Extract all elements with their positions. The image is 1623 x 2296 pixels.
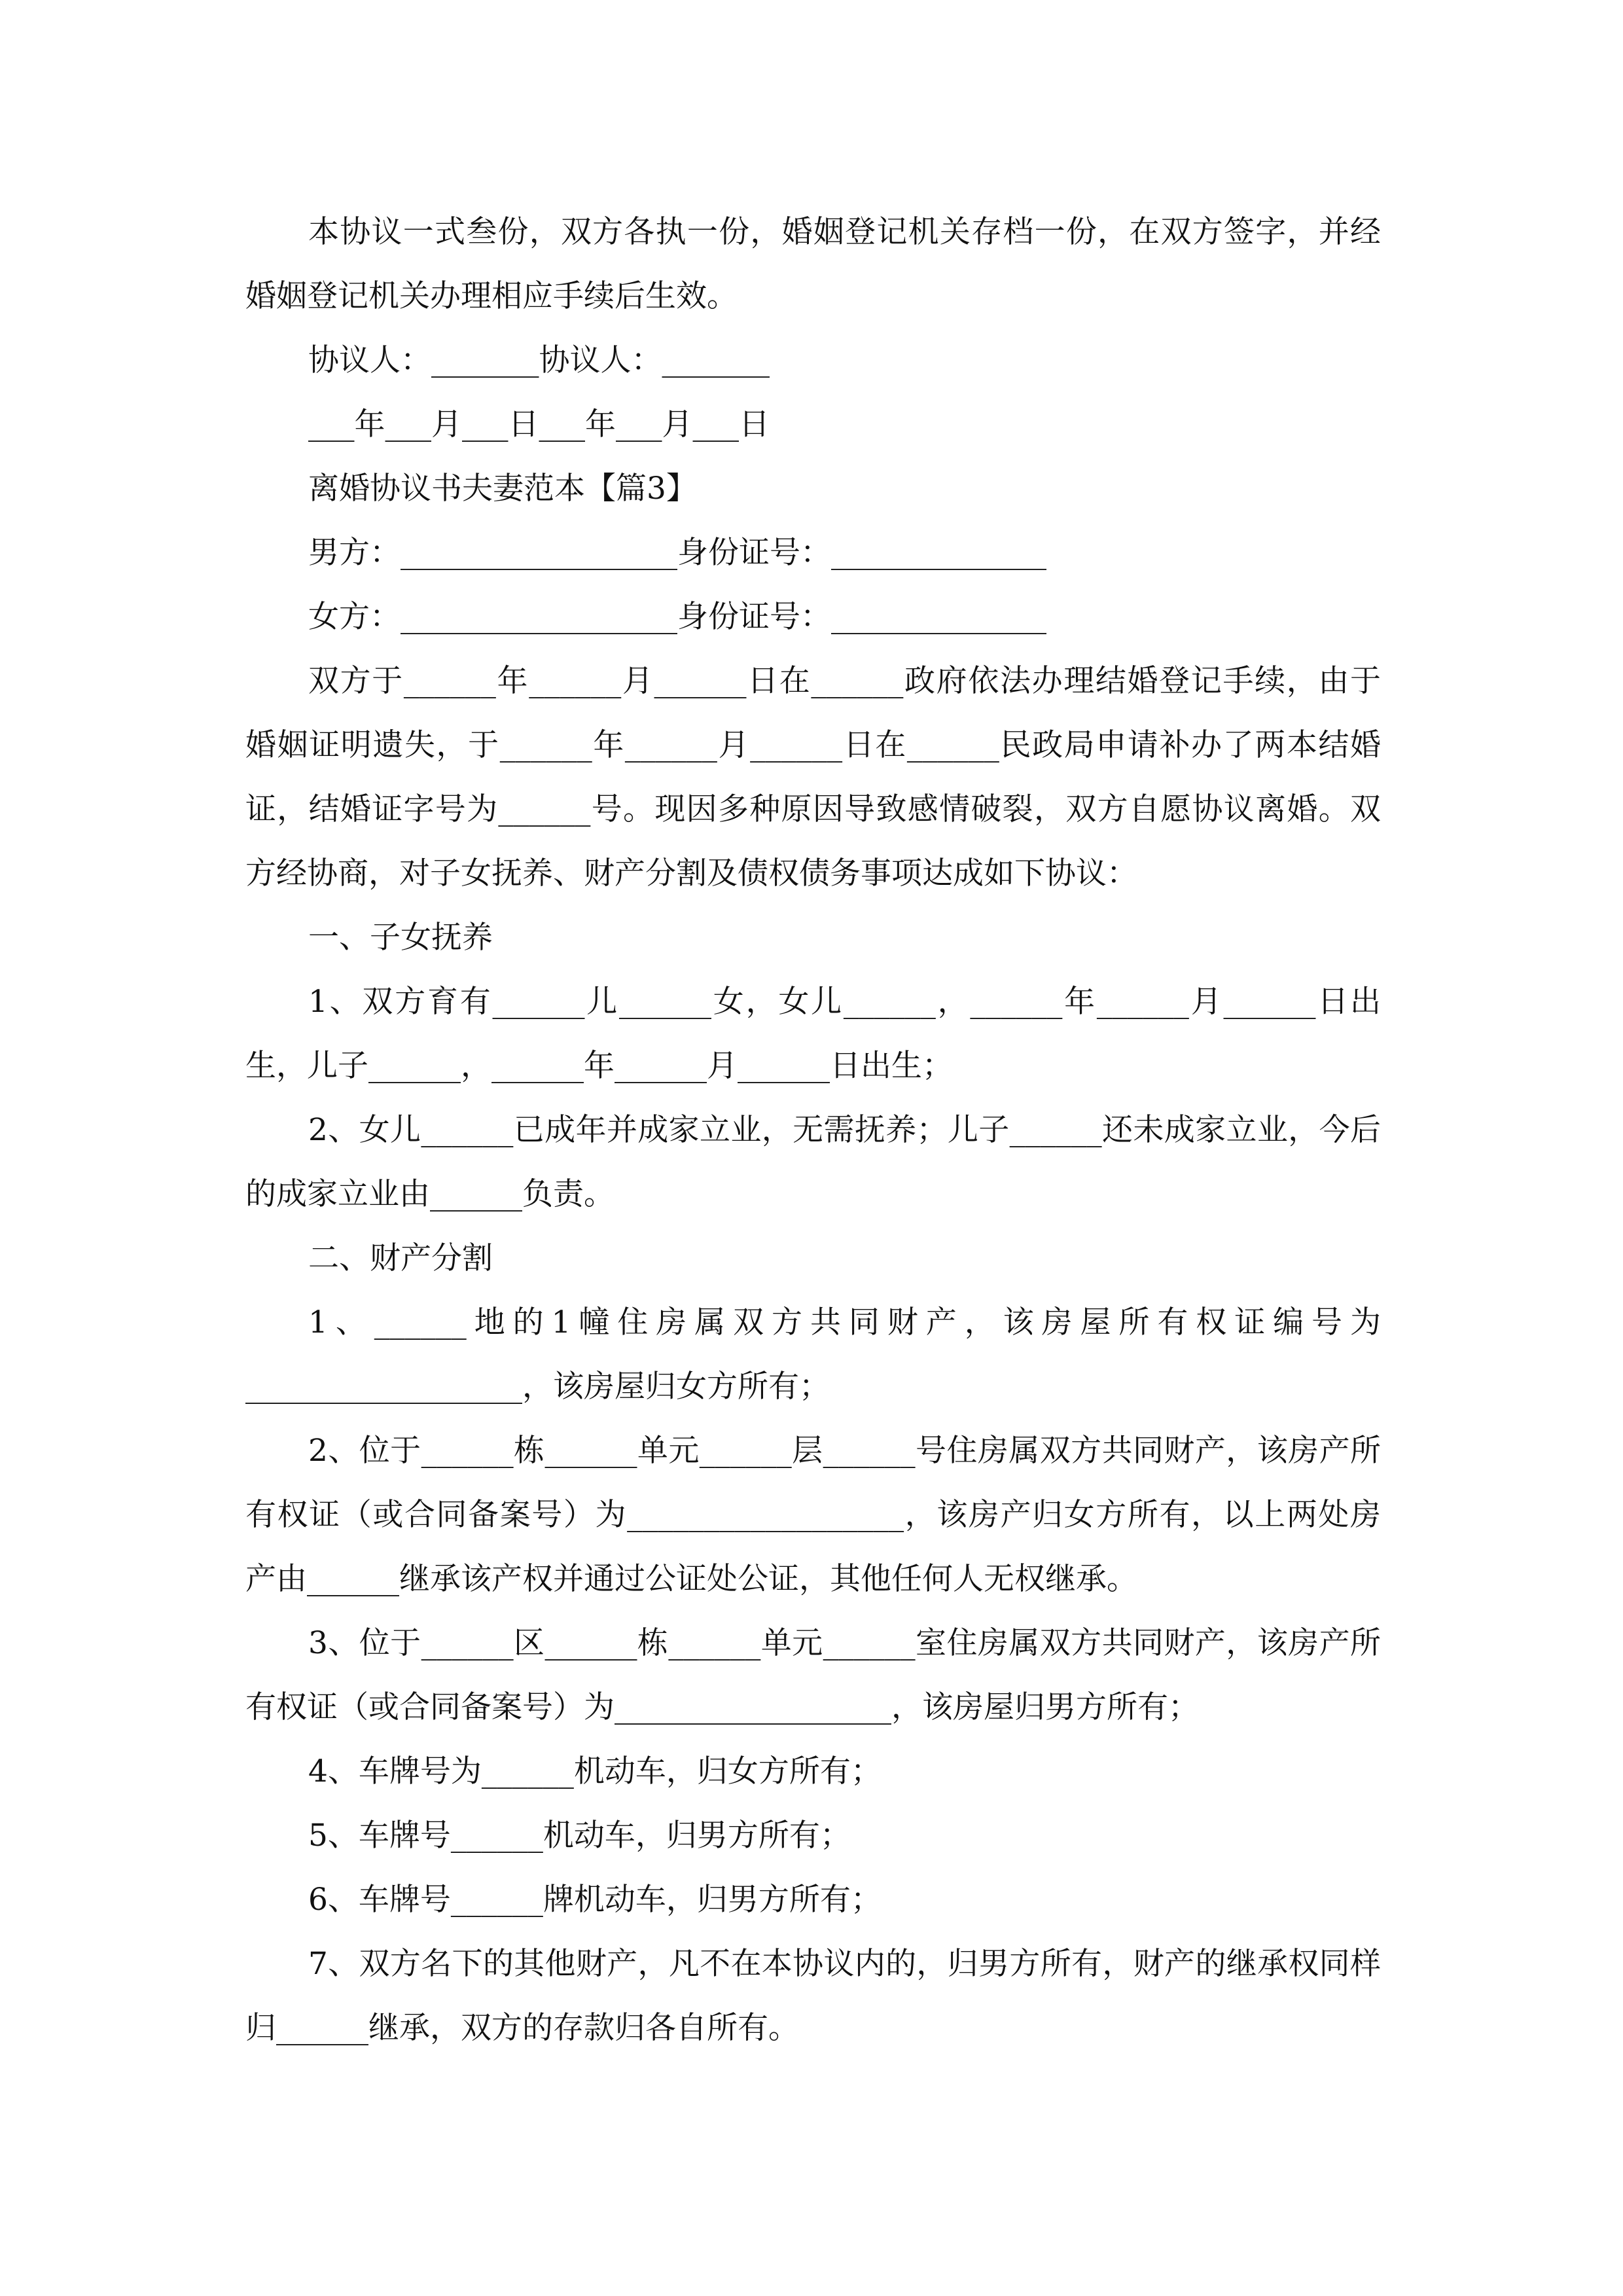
paragraph-property-2: 2、位于______栋______单元______层______号住房属双方共同财产，该房产所有权证（或合同备案号）为__________________，该房产归女方所有，以上两处房产由______继承该产权并通过公证处公证，其他任何人无权继承。 [245, 1433, 1381, 1597]
paragraph-marriage-background: 双方于______年______月______日在______政府依法办理结婚登记手续，由于婚姻证明遗失，于______年______月______日在______民政局申请补办了两本结婚证，结婚证字号为______号。现因多种原因导致感情破裂，双方自愿协议离婚。双方经协商，对子女抚养、财产分割及债权债务事项达成如下协议： [245, 663, 1381, 891]
paragraph-children-support: 2、女儿______已成年并成家立业，无需抚养；儿子______还未成家立业，今后的成家立业由______负责。 [245, 1112, 1381, 1212]
paragraph-signing-dates: ___年___月___日___年___月___日 [308, 406, 770, 442]
heading-child-custody: 一、子女抚养 [308, 920, 493, 956]
paragraph-male-party: 男方：__________________身份证号：______________ [308, 535, 1046, 571]
paragraph-signatories: 协议人：_______协议人：_______ [308, 342, 770, 378]
section-title: 离婚协议书夫妻范本【篇3】 [308, 471, 697, 507]
paragraph-property-4: 4、车牌号为______机动车，归女方所有； [308, 1753, 882, 1789]
document-body [245, 200, 1381, 2060]
paragraph-property-3: 3、位于______区______栋______单元______室住房属双方共同财产，该房产所有权证（或合同备案号）为__________________，该房屋归男方所有； [245, 1625, 1381, 1725]
paragraph-female-party: 女方：__________________身份证号：______________ [308, 599, 1046, 635]
paragraph-property-6: 6、车牌号______牌机动车，归男方所有； [308, 1882, 882, 1918]
heading-property-division: 二、财产分割 [308, 1240, 493, 1276]
paragraph-property-1: 1、______地的1幢住房属双方共同财产，该房屋所有权证编号为__________________，该房屋归女方所有； [245, 1304, 1381, 1405]
paragraph-children-info: 1、双方育有______儿______女，女儿______，______年______月______日出生，儿子______，______年______月______日出生； [245, 984, 1381, 1084]
paragraph-property-7: 7、双方名下的其他财产，凡不在本协议内的，归男方所有，财产的继承权同样归______继承，双方的存款归各自所有。 [245, 1946, 1381, 2046]
paragraph-property-5: 5、车牌号______机动车，归男方所有； [308, 1818, 851, 1854]
paragraph-effectiveness-clause: 本协议一式叁份，双方各执一份，婚姻登记机关存档一份，在双方签字，并经婚姻登记机关办理相应手续后生效。 [245, 214, 1381, 314]
